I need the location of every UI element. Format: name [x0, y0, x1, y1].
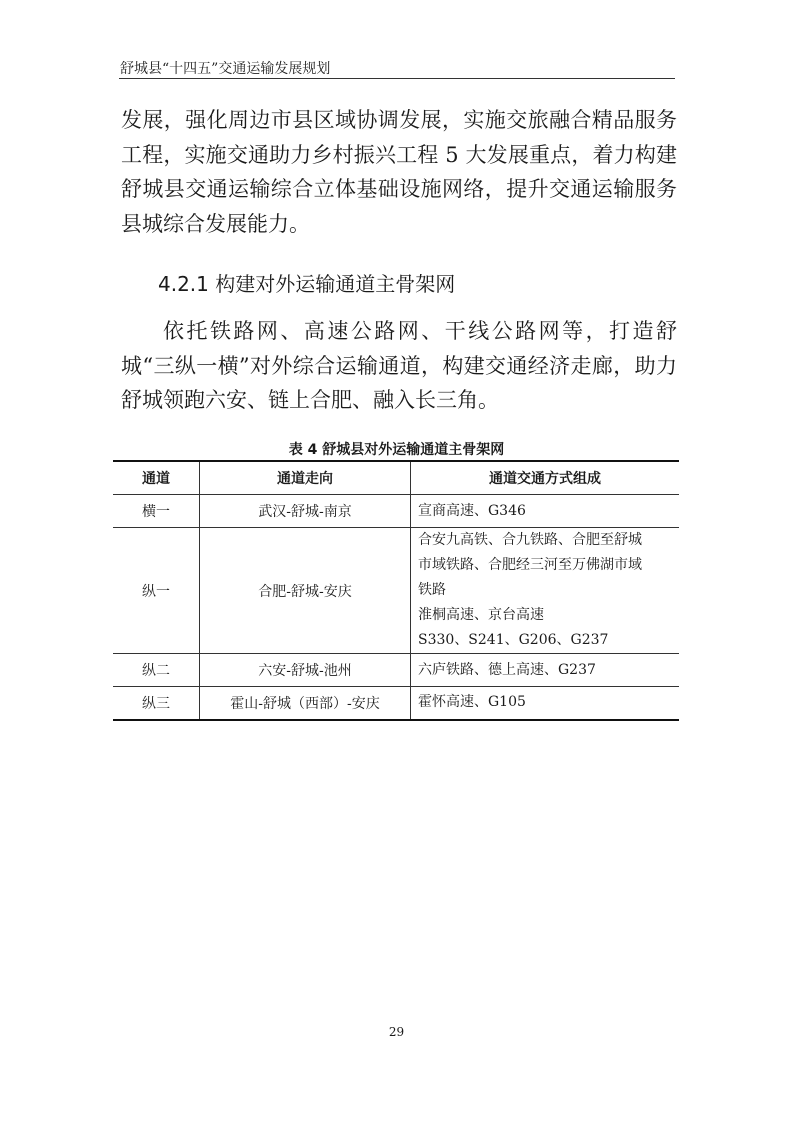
route-cell: 武汉-舒城-南京: [200, 495, 411, 528]
mode-line: 霍怀高速、G105: [418, 694, 526, 711]
route-cell: 六安-舒城-池州: [200, 654, 411, 687]
mode-line: 合安九高铁、合九铁路、合肥至舒城: [418, 532, 642, 548]
modes-cell: [411, 495, 680, 528]
mode-line: 宣商高速、G346: [418, 502, 526, 519]
body-paragraph: 依托铁路网、高速公路网、干线公路网等，打造舒城“三纵一横”对外综合运输通道，构建交通经济走廊，助力舒城领跑六安、链上合肥、融入长三角。: [121, 319, 677, 412]
route-cell: 合肥-舒城-安庆: [200, 528, 411, 654]
modes-cell: [411, 687, 680, 720]
mode-line: 铁路: [418, 582, 446, 598]
channel-cell: 纵三: [113, 687, 200, 720]
section-heading: 4.2.1 构建对外运输通道主骨架网: [158, 272, 456, 296]
corridor-table: [113, 460, 679, 721]
table-header-row: [113, 461, 679, 495]
mode-line: S330、S241、G206、G237: [418, 632, 609, 648]
modes-cell: [411, 654, 680, 687]
column-header-route: 通道走向: [200, 461, 411, 495]
channel-cell: 纵一: [113, 528, 200, 654]
table-row: [113, 654, 679, 687]
table-row: [113, 528, 679, 654]
column-header-channel: 通道: [113, 461, 200, 495]
table-row: [113, 495, 679, 528]
table-caption: 表 4 舒城县对外运输通道主骨架网: [288, 442, 505, 458]
modes-cell: [411, 528, 680, 654]
column-header-modes: 通道交通方式组成: [411, 461, 680, 495]
header-divider: [119, 78, 675, 79]
mode-line: 六庐铁路、德上高速、G237: [418, 661, 596, 678]
mode-line: 淮桐高速、京台高速: [418, 607, 544, 623]
table-row: [113, 687, 679, 720]
route-cell: 霍山-舒城（西部）-安庆: [200, 687, 411, 720]
mode-line: 市域铁路、合肥经三河至万佛湖市域: [418, 557, 642, 573]
channel-cell: 纵二: [113, 654, 200, 687]
running-header-title: 舒城县“十四五”交通运输发展规划: [120, 61, 331, 77]
channel-cell: 横一: [113, 495, 200, 528]
intro-paragraph: 发展，强化周边市县区域协调发展，实施交旅融合精品服务工程，实施交通助力乡村振兴工程 5 大发展重点，着力构建舒城县交通运输综合立体基础设施网络，提升交通运输服务县城综合发展能力。: [121, 108, 677, 236]
page-number: 29: [388, 1025, 405, 1039]
